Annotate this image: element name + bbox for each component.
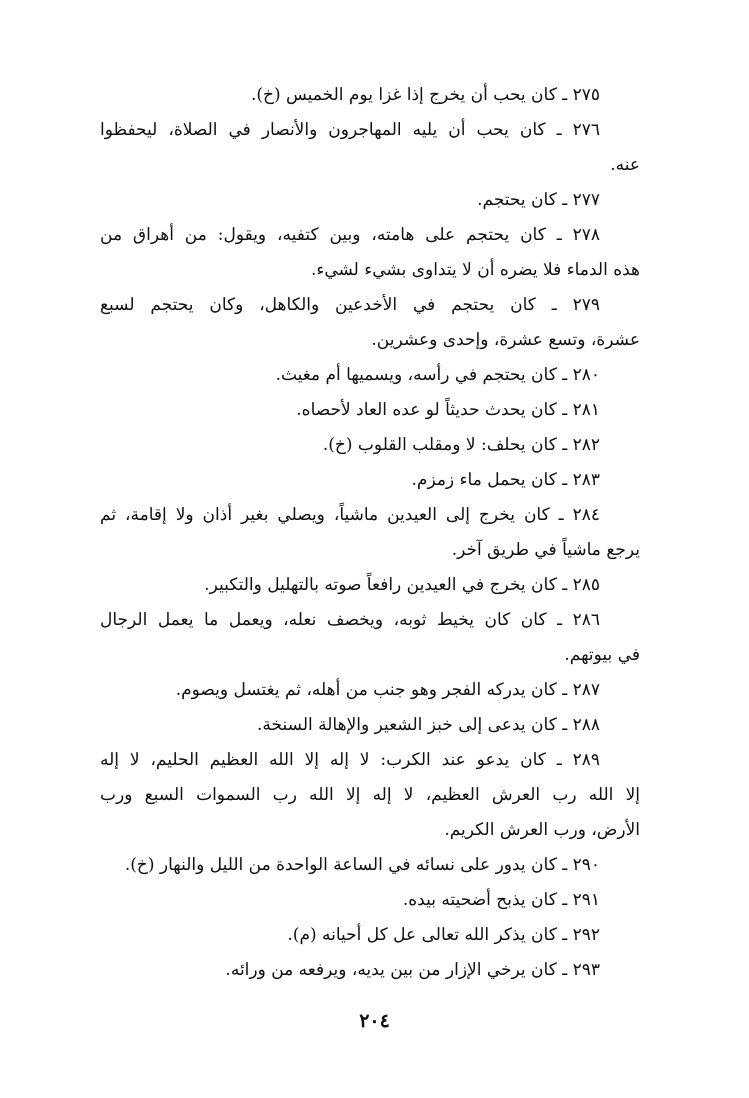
- hadith-line: ٢٨٩ ـ كان يدعو عند الكرب: لا إله إلا الله العظيم الحليم، لا إله: [100, 750, 600, 770]
- hadith-entry: [100, 918, 600, 953]
- hadith-entry: [100, 78, 600, 113]
- hadith-line: ٢٩٠ ـ كان يدور على نسائه في الساعة الواحدة من الليل والنهار (خ).: [124, 855, 600, 875]
- hadith-entry: [100, 743, 640, 848]
- hadith-entry: [100, 428, 600, 463]
- hadith-entry: [100, 708, 600, 743]
- hadith-continuation-line: هذه الدماء فلا يضره أن لا يتداوى بشيء لشيء.: [310, 260, 640, 280]
- hadith-line: ٢٨٠ ـ كان يحتجم في رأسه، ويسميها أم مغيث.: [275, 365, 600, 385]
- hadith-line: ٢٨٣ ـ كان يحمل ماء زمزم.: [411, 470, 600, 490]
- hadith-entry: [100, 358, 600, 393]
- hadith-entry: [100, 218, 640, 288]
- hadith-line: ٢٨٤ ـ كان يخرج إلى العيدين ماشياً، ويصلي بغير أذان ولا إقامة، ثم: [100, 505, 600, 525]
- hadith-line: ٢٧٧ ـ كان يحتجم.: [477, 190, 600, 210]
- hadith-entry: [100, 953, 600, 988]
- hadith-entry: [100, 848, 600, 883]
- hadith-continuation-line: إلا الله رب العرش العظيم، لا إله إلا الله رب السموات السبع ورب: [100, 785, 640, 805]
- hadith-line: ٢٧٨ ـ كان يحتجم على هامته، وبين كتفيه، ويقول: من أهراق من: [100, 225, 600, 245]
- hadith-line: ٢٧٥ ـ كان يحب أن يخرج إذا غزا يوم الخميس (خ).: [250, 85, 600, 105]
- hadith-line: ٢٩٢ ـ كان يذكر الله تعالى عل كل أحيانه (م).: [287, 925, 600, 945]
- hadith-line: ٢٧٦ ـ كان يحب أن يليه المهاجرون والأنصار في الصلاة، ليحفظوا: [100, 120, 600, 140]
- hadith-line: ٢٨٦ ـ كان كان يخيط ثوبه، ويخصف نعله، ويعمل ما يعمل الرجال: [100, 610, 600, 630]
- hadith-line: ٢٩١ ـ كان يذبح أضحيته بيده.: [402, 890, 600, 910]
- hadith-entry: [100, 393, 600, 428]
- hadith-entry: [100, 568, 600, 603]
- hadith-list: [100, 78, 640, 988]
- hadith-continuation-line: عشرة، وتسع عشرة، وإحدى وعشرين.: [371, 330, 640, 350]
- hadith-entry: [100, 113, 640, 183]
- hadith-continuation-line: الأرض، ورب العرش الكريم.: [444, 820, 640, 840]
- hadith-line: ٢٨٧ ـ كان يدركه الفجر وهو جنب من أهله، ثم يغتسل ويصوم.: [175, 680, 600, 700]
- hadith-line: ٢٨٨ ـ كان يدعى إلى خبز الشعير والإهالة السنخة.: [257, 715, 600, 735]
- hadith-line: ٢٨٢ ـ كان يحلف: لا ومقلب القلوب (خ).: [322, 435, 600, 455]
- hadith-continuation-line: في بيوتهم.: [564, 645, 640, 665]
- hadith-continuation-line: يرجع ماشياً في طريق آخر.: [451, 540, 640, 560]
- hadith-line: ٢٨٥ ـ كان يخرج في العيدين رافعاً صوته بالتهليل والتكبير.: [204, 575, 600, 595]
- hadith-continuation-line: عنه.: [610, 155, 640, 175]
- hadith-entry: [100, 183, 600, 218]
- hadith-entry: [100, 288, 640, 358]
- hadith-line: ٢٧٩ ـ كان يحتجم في الأخدعين والكاهل، وكان يحتجم لسبع: [100, 295, 600, 315]
- hadith-entry: [100, 463, 600, 498]
- hadith-line: ٢٩٣ ـ كان يرخي الإزار من بين يديه، ويرفعه من ورائه.: [225, 960, 600, 980]
- hadith-entry: [100, 603, 640, 673]
- hadith-entry: [100, 883, 600, 918]
- page-number: ٢٠٤: [359, 1010, 390, 1032]
- hadith-entry: [100, 498, 640, 568]
- hadith-entry: [100, 673, 600, 708]
- hadith-line: ٢٨١ ـ كان يحدث حديثاً لو عده العاد لأحصاه.: [296, 400, 600, 420]
